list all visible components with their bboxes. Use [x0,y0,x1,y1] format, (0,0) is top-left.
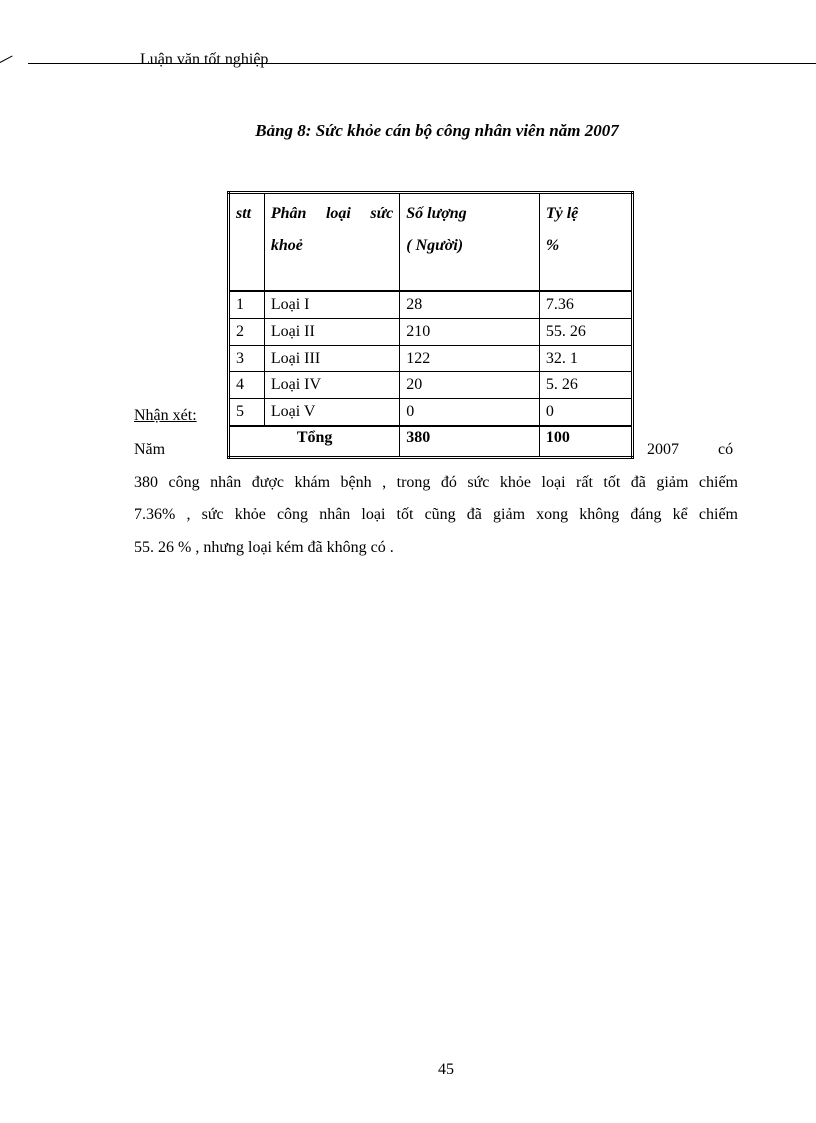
header-rate-line2: % [545,237,560,254]
total-label-cell [229,426,400,458]
cell-stt: 2 [229,319,265,346]
cell-rate: 7.36 [539,291,632,318]
cell-qty: 0 [400,399,540,426]
total-rate: 100 [539,426,632,458]
comment-co: có [718,441,734,458]
cell-type: Loại V [264,399,399,426]
running-header: Luận văn tốt nghiệp [140,51,269,68]
table-caption: Bảng 8: Sức khỏe cán bộ công nhân viên năm 2007 [255,121,619,140]
total-label: Tổng [296,428,333,446]
cell-rate: 0 [539,399,632,426]
cell-rate: 32. 1 [539,345,632,372]
comment-year-word: Năm [134,441,166,458]
header-rate [539,193,632,292]
table-row [229,291,633,318]
corner-mark [0,55,13,62]
cell-type: Loại I [264,291,399,318]
header-qty [400,193,540,292]
total-qty: 380 [400,426,540,458]
cell-qty: 210 [400,319,540,346]
table-row [229,399,633,426]
cell-rate: 5. 26 [539,372,632,399]
health-table [227,191,634,459]
table-row [229,319,633,346]
cell-stt: 5 [229,399,265,426]
cell-qty: 28 [400,291,540,318]
header-type-line2: khoẻ [270,237,303,254]
comment-line-2: 7.36% , sức khỏe công nhân loại tốt cũng đã giảm xong không đáng kể chiếm [134,506,738,523]
page-number: 45 [438,1061,454,1078]
header-rate-line1: Tỷ lệ [545,205,579,222]
comment-line-1: 380 công nhân được khám bệnh , trong đó sức khỏe loại rất tốt đã giảm chiếm [134,474,738,491]
cell-type: Loại II [264,319,399,346]
cell-stt: 3 [229,345,265,372]
table-header-row [229,193,633,292]
cell-stt: 1 [229,291,265,318]
cell-type: Loại III [264,345,399,372]
header-type-line1: Phân loại sức [270,205,394,222]
cell-qty: 122 [400,345,540,372]
comment-year: 2007 [647,441,679,458]
table-row [229,372,633,399]
table-total-row [229,426,633,458]
cell-qty: 20 [400,372,540,399]
table-row [229,345,633,372]
cell-rate: 55. 26 [539,319,632,346]
header-qty-line2: ( Người) [406,237,464,254]
header-stt: stt [229,193,265,292]
header-qty-line1: Số lượng [406,205,467,222]
cell-type: Loại IV [264,372,399,399]
comment-line-3: 55. 26 % , nhưng loại kém đã không có . [134,539,394,556]
header-type [264,193,399,292]
cell-stt: 4 [229,372,265,399]
comment-heading: Nhận xét: [134,407,197,424]
